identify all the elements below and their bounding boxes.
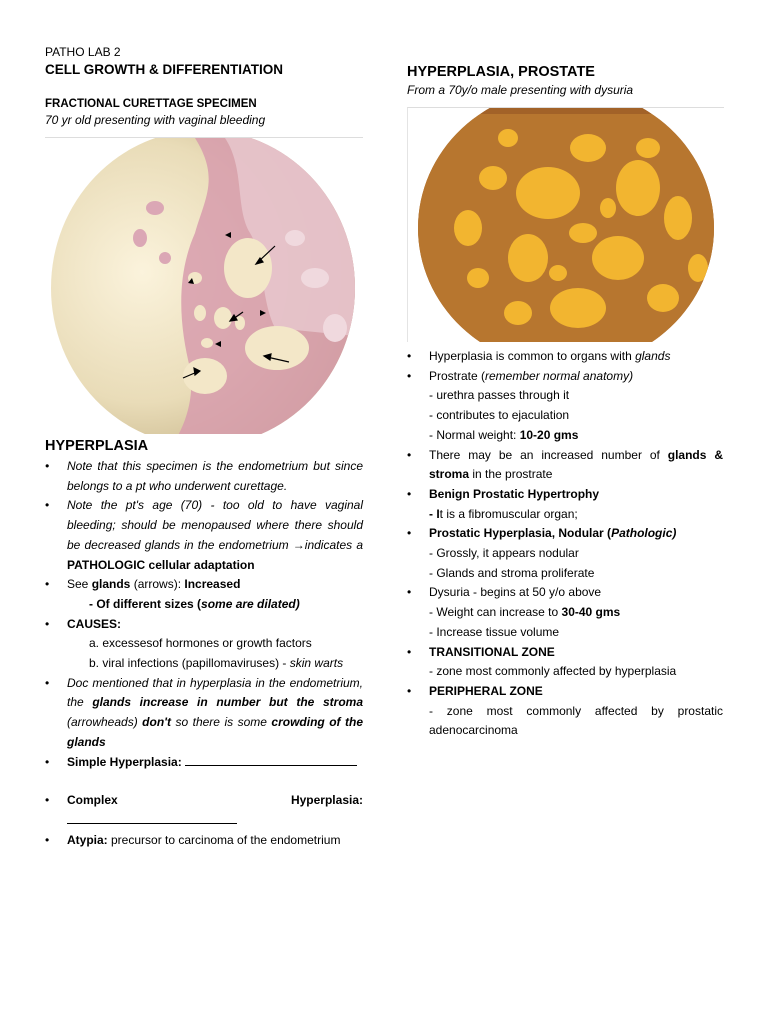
right-column bbox=[407, 64, 723, 741]
list-item: • Note the pt's age (70) - too old to have vaginal bleeding; should be menopaused where there should be decreased glands in the endometrium →indicates a PATHOLOGIC cellular adaptation bbox=[45, 496, 363, 575]
list-item: • Prostrate (remember normal anatomy) - urethra passes through it - contributes to ejaculation - Normal weight: 10-20 gms bbox=[407, 367, 723, 446]
list-item: • Benign Prostatic Hypertrophy - It is a fibromuscular organ; bbox=[407, 485, 723, 524]
list-item: • CAUSES: a. excessesof hormones or growth factors b. viral infections (papillomaviruses) - skin warts bbox=[45, 615, 363, 674]
list-item: • Atypia: precursor to carcinoma of the endometrium bbox=[45, 831, 363, 851]
left-column bbox=[45, 44, 363, 850]
list-item: • See glands (arrows): Increased - Of different sizes (some are dilated) bbox=[45, 575, 363, 614]
prostate-micrograph-image bbox=[408, 108, 724, 342]
complex-hyperplasia-blank bbox=[67, 811, 237, 824]
list-item: • Simple Hyperplasia: bbox=[45, 753, 363, 773]
list-item: • Doc mentioned that in hyperplasia in the endometrium, the glands increase in number but the stroma (arrowheads) don't so there is some crowding of the glands bbox=[45, 674, 363, 753]
endometrium-micrograph-image bbox=[45, 138, 363, 434]
prostate-title: HYPERPLASIA, PROSTATE bbox=[407, 64, 595, 80]
prostate-subtitle: From a 70y/o male presenting with dysuria bbox=[407, 83, 634, 97]
list-item: • Hyperplasia is common to organs with glands bbox=[407, 347, 723, 367]
simple-hyperplasia-blank bbox=[185, 753, 357, 766]
list-item: • Complex Hyperplasia: bbox=[45, 791, 363, 830]
list-item: • Note that this specimen is the endometrium but since belongs to a pt who underwent curettage. bbox=[45, 457, 363, 496]
specimen-subtitle: 70 yr old presenting with vaginal bleeding bbox=[45, 113, 266, 127]
prostate-list bbox=[407, 347, 723, 741]
list-item: • Dysuria - begins at 50 y/o above - Weight can increase to 30-40 gms - Increase tissue volume bbox=[407, 583, 723, 642]
section-title-hyperplasia: HYPERPLASIA bbox=[45, 438, 149, 454]
specimen-title: FRACTIONAL CURETTAGE SPECIMEN bbox=[45, 98, 257, 110]
list-item: • There may be an increased number of glands & stroma in the prostrate bbox=[407, 446, 723, 485]
lab-label: PATHO LAB 2 bbox=[45, 45, 121, 59]
hyperplasia-list bbox=[45, 457, 363, 850]
prostate-micrograph bbox=[407, 107, 724, 342]
list-item: • PERIPHERAL ZONE - zone most commonly affected by prostatic adenocarcinoma bbox=[407, 682, 723, 741]
list-item: • Prostatic Hyperplasia, Nodular (Pathologic) - Grossly, it appears nodular - Glands and stroma proliferate bbox=[407, 524, 723, 583]
page-title: CELL GROWTH & DIFFERENTIATION bbox=[45, 62, 283, 77]
list-item: • TRANSITIONAL ZONE - zone most commonly affected by hyperplasia bbox=[407, 643, 723, 682]
endometrium-micrograph bbox=[45, 137, 363, 434]
